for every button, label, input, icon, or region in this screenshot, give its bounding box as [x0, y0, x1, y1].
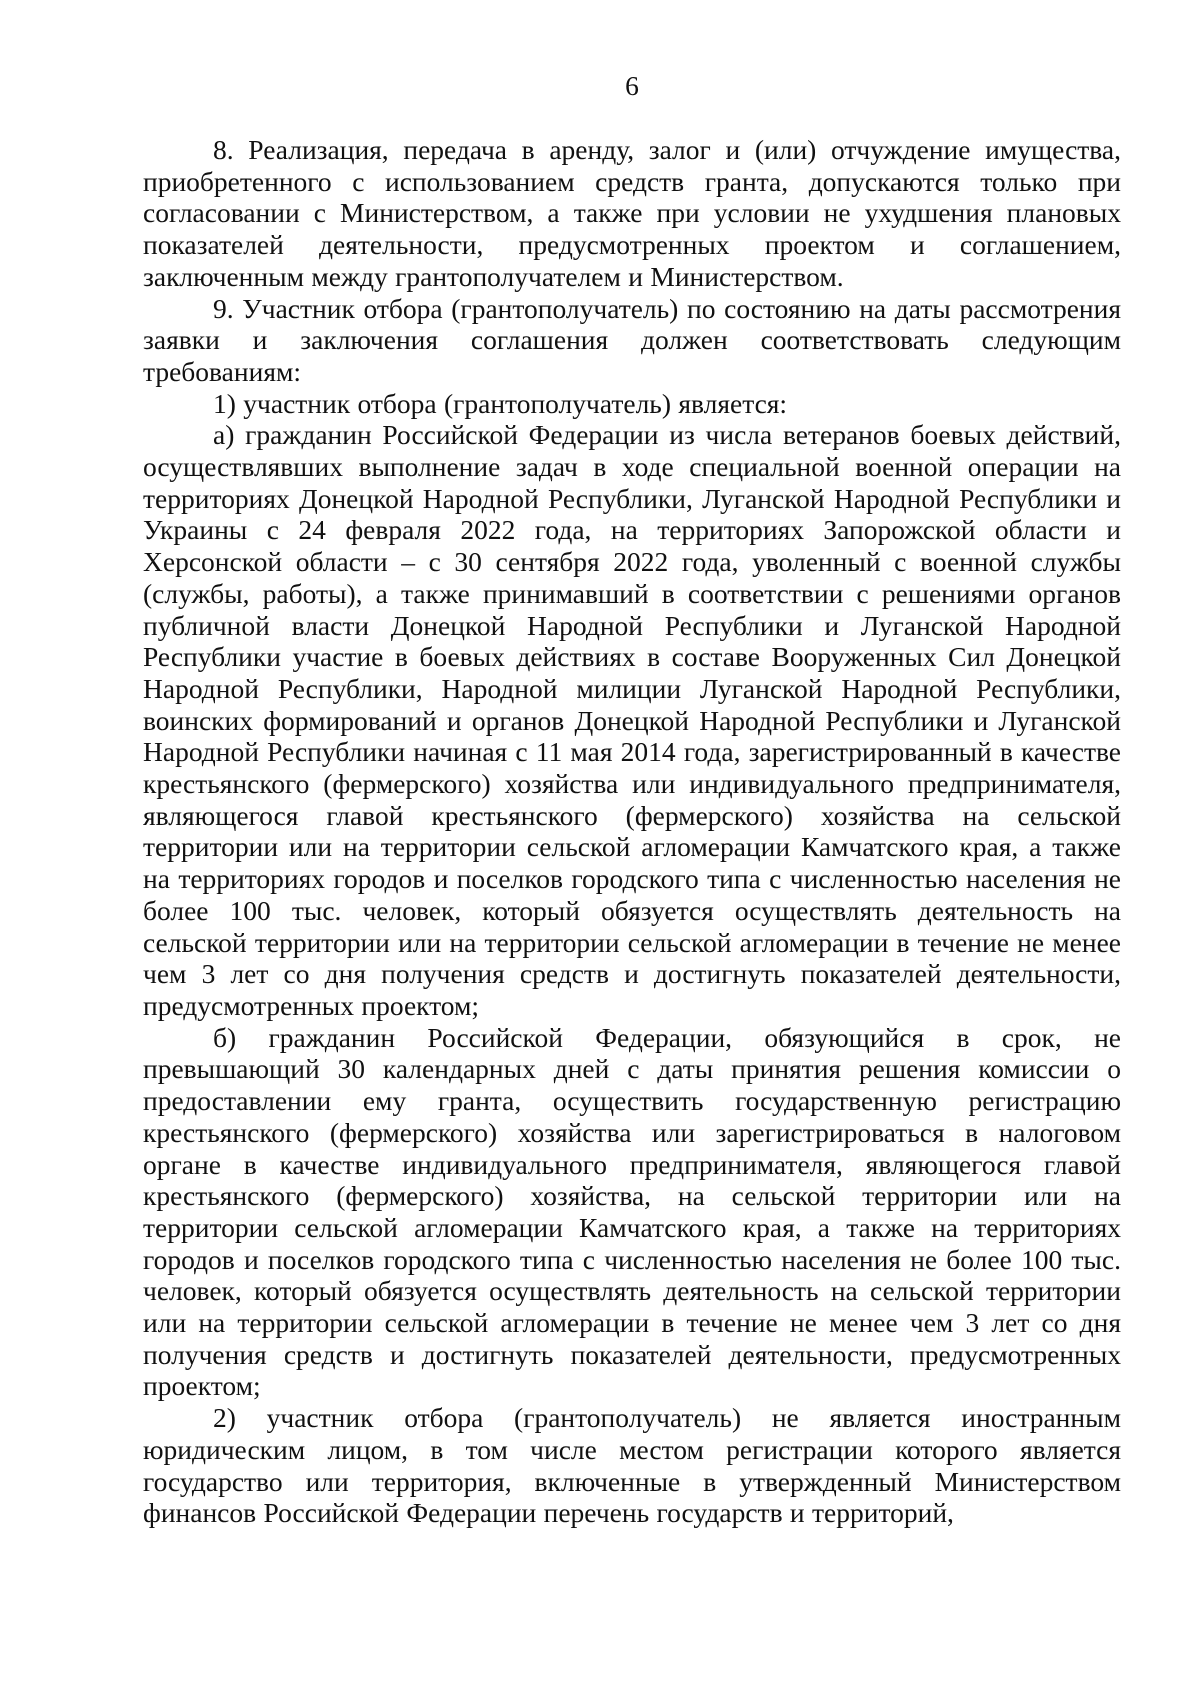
paragraph-8: 8. Реализация, передача в аренду, залог и (или) отчуждение имущества, приобретенного с использованием средств гранта, допускаются только при согласовании с Министерством, а также при условии не ухудшения плановых показателей деятельности, предусмотренных проектом и соглашением, заключенным между грантополучателем и Министерством. [143, 134, 1121, 292]
document-page [143, 70, 1121, 1529]
subitem-1a: а) гражданин Российской Федерации из числа ветеранов боевых действий, осуществлявших выполнение задач в ходе специальной военной операции на территориях Донецкой Народной Республики, Луганской Народной Республики и Украины с 24 февраля 2022 года, на территориях Запорожской области и Херсонской области – с 30 сентября 2022 года, уволенный с военной службы (службы, работы), а также принимавший в соответствии с решениями органов публичной власти Донецкой Народной Республики и Луганской Народной Республики участие в боевых действиях в составе Вооруженных Сил Донецкой Народной Республики, Народной милиции Луганской Народной Республики, воинских формирований и органов Донецкой Народной Республики и Луганской Народной Республики начиная с 11 мая 2014 года, зарегистрированный в качестве крестьянского (фермерского) хозяйства или индивидуального предпринимателя, являющегося главой крестьянского (фермерского) хозяйства на сельской территории или на территории сельской агломерации Камчатского края, а также на территориях городов и поселков городского типа с численностью населения не более 100 тыс. человек, который обязуется осуществлять деятельность на сельской территории или на территории сельской агломерации в течение не менее чем 3 лет со дня получения средств и достигнуть показателей деятельности, предусмотренных проектом; [143, 419, 1121, 1021]
subitem-2: 2) участник отбора (грантополучатель) не является иностранным юридическим лицом, в том числе местом регистрации которого является государство или территория, включенные в утвержденный Министерством финансов Российской Федерации перечень государств и территорий, [143, 1402, 1121, 1529]
page-number: 6 [625, 70, 639, 101]
subitem-1: 1) участник отбора (грантополучатель) является: [213, 387, 788, 419]
subitem-1b: б) гражданин Российской Федерации, обязующийся в срок, не превышающий 30 календарных дней с даты принятия решения комиссии о предоставлении ему гранта, осуществить государственную регистрацию крестьянского (фермерского) хозяйства или зарегистрироваться в налоговом органе в качестве индивидуального предпринимателя, являющегося главой крестьянского (фермерского) хозяйства, на сельской территории или на территории сельской агломерации Камчатского края, а также на территориях городов и поселков городского типа с численностью населения не более 100 тыс. человек, который обязуется осуществлять деятельность на сельской территории или на территории сельской агломерации в течение не менее чем 3 лет со дня получения средств и достигнуть показателей деятельности, предусмотренных проектом; [143, 1021, 1121, 1402]
paragraph-9: 9. Участник отбора (грантополучатель) по состоянию на даты рассмотрения заявки и заключения соглашения должен соответствовать следующим требованиям: [143, 292, 1121, 387]
